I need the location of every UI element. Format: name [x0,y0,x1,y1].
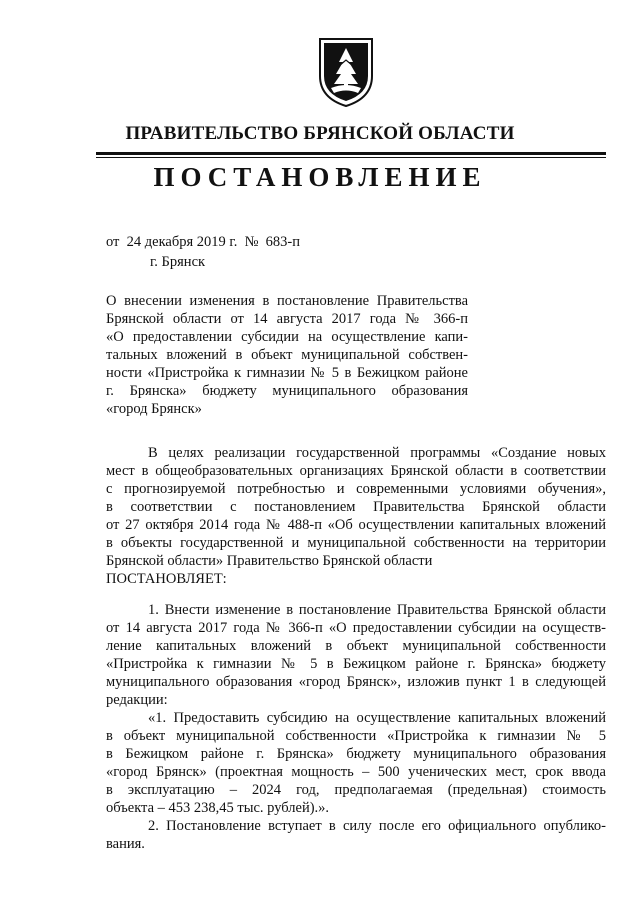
subject-line: «город Брянск» [106,401,202,417]
resolves-label: ПОСТАНОВЛЯЕТ: [106,571,227,587]
subject-line: О внесении изменения в постановление Правительства [106,293,468,309]
subject-line: тальных вложений в объект муниципальной собствен- [106,347,468,363]
item-1-line: ление капитальных вложений в объект муниципальной собственности [106,638,606,654]
item-2-paragraph [106,817,606,853]
preamble-line: от 27 октября 2014 года № 488-п «Об осуществлении капитальных вложений [106,517,606,533]
subject-line: г. Брянска» бюджету муниципального образования [106,383,468,399]
item-1-line: муниципального образования «город Брянск», изложив пункт 1 в следующей [106,674,606,690]
item-2-line: 2. Постановление вступает в силу после его официального опублико- [148,818,606,834]
header-rule-thin [96,157,606,158]
quote-line: объекта – 453 238,45 тыс. рублей).». [106,800,330,816]
preamble-paragraph [106,444,606,588]
preamble-line: Брянской области» Правительство Брянской области [106,553,433,569]
government-title: ПРАВИТЕЛЬСТВО БРЯНСКОЙ ОБЛАСТИ [125,123,515,144]
quoted-item-paragraph [106,709,606,817]
quote-line: «1. Предоставить субсидию на осуществление капитальных вложений [148,710,606,726]
document-type: ПОСТАНОВЛЕНИЕ [153,162,487,192]
header-rule-thick [96,152,606,155]
date-number-line: от 24 декабря 2019 г. № 683-п [106,234,301,250]
subject-line: Брянской области от 14 августа 2017 года № 366-п [106,311,468,327]
preamble-line: с прогнозируемой потребностью и современными условиями обучения», [106,481,606,497]
place-of-issue: г. Брянск [150,254,206,270]
preamble-line: в объекты государственной и муниципальной собственности на территории [106,535,606,551]
preamble-line: в соответствии с постановлением Правительства Брянской области [106,499,606,515]
quote-line: в Бежицком районе г. Брянска» бюджету муниципального образования [106,746,606,762]
document-subject [106,292,468,418]
item-1-line: редакции: [106,692,168,708]
item-1-paragraph [106,601,606,709]
preamble-line: В целях реализации государственной программы «Создание новых [148,445,606,461]
item-1-line: от 14 августа 2017 года № 366-п «О предоставлении субсидии на осуществ- [106,620,606,636]
subject-line: ности «Пристройка к гимназии № 5 в Бежицком районе [106,365,468,381]
preamble-line: мест в общеобразовательных организациях Брянской области в соответствии [106,463,606,479]
subject-line: «О предоставлении субсидии на осуществление капи- [106,329,468,345]
coat-of-arms-emblem [317,36,375,108]
quote-line: в эксплуатацию – 2024 год, предполагаемая (предельная) стоимость [106,782,606,798]
item-1-line: 1. Внести изменение в постановление Правительства Брянской области [148,602,606,618]
item-1-line: «Пристройка к гимназии № 5 в Бежицком районе г. Брянска» бюджету [106,656,606,672]
quote-line: «город Брянск» (проектная мощность – 500 ученических мест, срок ввода [106,764,606,780]
quote-line: в объект муниципальной собственности «Пристройка к гимназии № 5 [106,728,606,744]
item-2-line: вания. [106,836,145,852]
